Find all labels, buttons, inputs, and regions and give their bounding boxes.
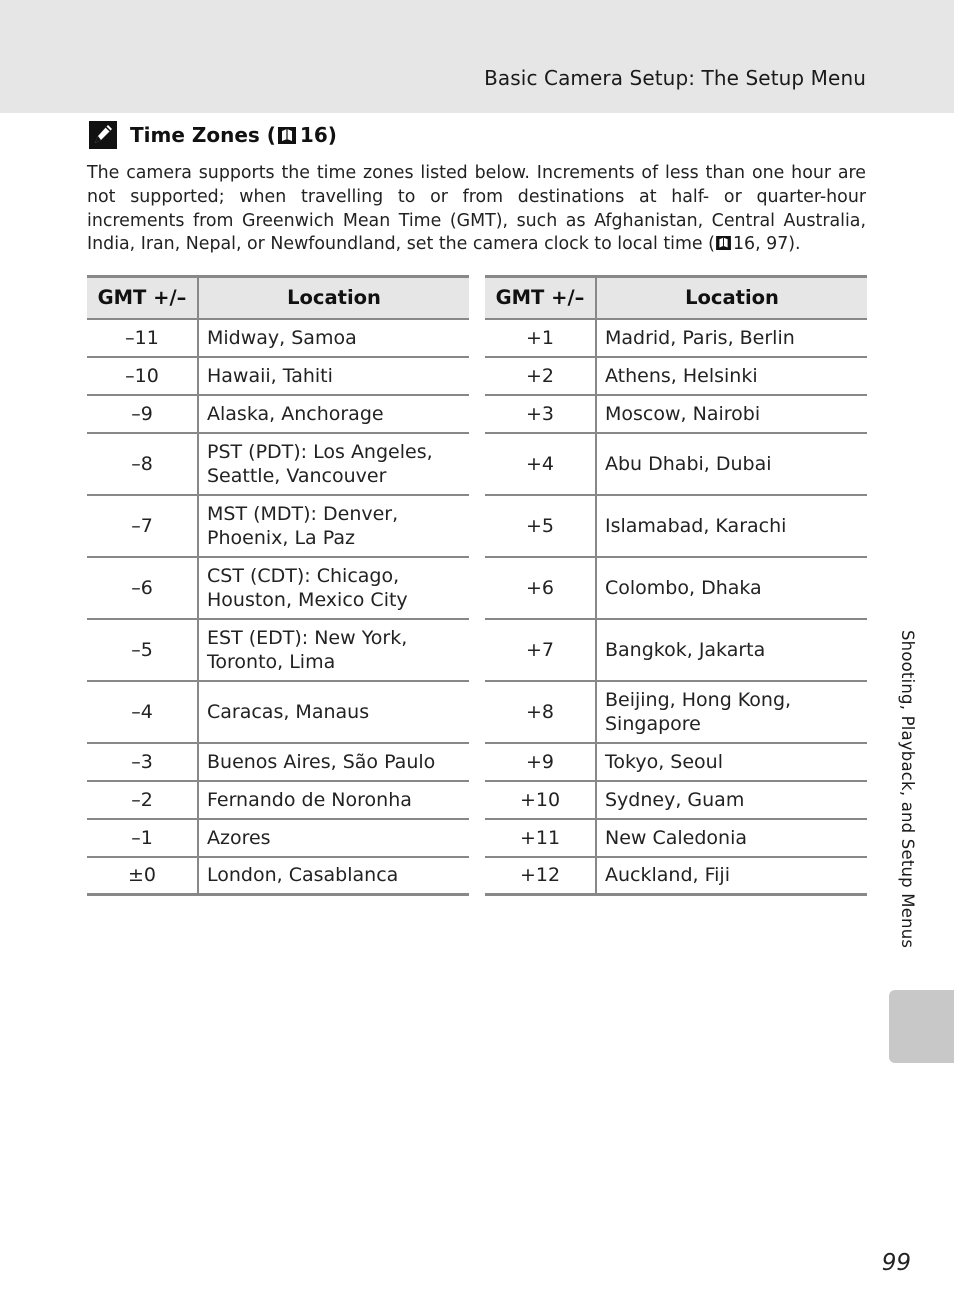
location-line: Bangkok, Jakarta: [605, 638, 766, 661]
gmt-offset-cell: –7: [87, 495, 198, 557]
table-row: [87, 319, 469, 357]
location-line: New Caledonia: [605, 826, 748, 849]
location-cell: [198, 781, 469, 819]
table-row: [87, 357, 469, 395]
table-row: [485, 781, 867, 819]
location-line: Abu Dhabi, Dubai: [605, 452, 772, 475]
gmt-offset-cell: +8: [485, 681, 596, 743]
table-row: [87, 819, 469, 857]
gmt-offset-cell: –4: [87, 681, 198, 743]
location-cell: [198, 857, 469, 895]
gmt-offset-cell: –6: [87, 557, 198, 619]
note-heading: [88, 120, 337, 150]
gmt-offset-cell: –2: [87, 781, 198, 819]
location-line: Alaska, Anchorage: [207, 402, 384, 425]
location-line: Colombo, Dhaka: [605, 576, 762, 599]
location-line: Singapore: [605, 712, 701, 735]
table-row: [485, 857, 867, 895]
page-reference-icon: [278, 127, 296, 144]
location-cell: [596, 781, 867, 819]
location-line: MST (MDT): Denver,: [207, 502, 399, 525]
gmt-offset-cell: –11: [87, 319, 198, 357]
left-table-body: [87, 319, 469, 895]
location-line: Azores: [207, 826, 271, 849]
section-side-label: Shooting, Playback, and Setup Menus: [898, 630, 917, 949]
location-line: Hawaii, Tahiti: [207, 364, 333, 387]
location-cell: [596, 495, 867, 557]
intro-text: The camera supports the time zones listed below. Increments of less than one hour are not supported; when travelling to or from destinations at half- or quarter-hour increments from Greenwich Mean Time (GMT), such as Afghanistan, Central Australia, India, Iran, Nepal, or Newfoundland, set the camera clock to local time (: [87, 163, 866, 255]
location-cell: [198, 619, 469, 681]
table-row: [485, 819, 867, 857]
location-column-header: Location: [596, 277, 867, 319]
gmt-offset-cell: –5: [87, 619, 198, 681]
table-row: [485, 681, 867, 743]
location-cell: [596, 395, 867, 433]
location-cell: [596, 433, 867, 495]
gmt-offset-cell: +4: [485, 433, 596, 495]
table-header-row: [87, 277, 469, 319]
location-line: Seattle, Vancouver: [207, 464, 387, 487]
location-cell: [198, 319, 469, 357]
location-cell: [198, 357, 469, 395]
gmt-offset-cell: +2: [485, 357, 596, 395]
gmt-offset-cell: –1: [87, 819, 198, 857]
note-title-text: Time Zones (: [130, 123, 276, 147]
time-zone-table-left: [87, 275, 469, 896]
table-row: [485, 495, 867, 557]
pencil-note-icon: [88, 120, 118, 150]
location-cell: [596, 619, 867, 681]
location-line: Houston, Mexico City: [207, 588, 408, 611]
location-cell: [596, 819, 867, 857]
gmt-column-header: GMT +/–: [485, 277, 596, 319]
section-tab-marker: [889, 990, 954, 1063]
location-cell: [596, 681, 867, 743]
gmt-offset-cell: –8: [87, 433, 198, 495]
gmt-offset-cell: –9: [87, 395, 198, 433]
location-cell: [596, 857, 867, 895]
location-cell: [198, 395, 469, 433]
location-cell: [596, 319, 867, 357]
location-line: CST (CDT): Chicago,: [207, 564, 400, 587]
location-line: Auckland, Fiji: [605, 864, 730, 887]
table-row: [485, 433, 867, 495]
location-cell: [596, 357, 867, 395]
location-line: Phoenix, La Paz: [207, 526, 355, 549]
note-title-ref: 16): [299, 123, 337, 147]
intro-paragraph: [87, 162, 866, 257]
table-row: [87, 395, 469, 433]
intro-ref: 16, 97).: [732, 234, 801, 255]
gmt-column-header: GMT +/–: [87, 277, 198, 319]
gmt-offset-cell: +9: [485, 743, 596, 781]
gmt-offset-cell: –10: [87, 357, 198, 395]
gmt-offset-cell: +5: [485, 495, 596, 557]
location-line: Tokyo, Seoul: [605, 750, 723, 773]
location-cell: [198, 743, 469, 781]
page-reference-icon: [716, 236, 731, 250]
gmt-offset-cell: +7: [485, 619, 596, 681]
location-cell: [198, 433, 469, 495]
gmt-offset-cell: +11: [485, 819, 596, 857]
table-row: [485, 357, 867, 395]
location-cell: [596, 743, 867, 781]
location-line: Buenos Aires, São Paulo: [207, 750, 436, 773]
table-row: [87, 557, 469, 619]
location-cell: [198, 495, 469, 557]
location-line: Madrid, Paris, Berlin: [605, 326, 795, 349]
location-line: Islamabad, Karachi: [605, 514, 787, 537]
gmt-offset-cell: +10: [485, 781, 596, 819]
page-header-title: Basic Camera Setup: The Setup Menu: [484, 66, 866, 90]
location-cell: [198, 557, 469, 619]
table-row: [485, 319, 867, 357]
right-table-body: [485, 319, 867, 895]
location-line: Sydney, Guam: [605, 788, 745, 811]
gmt-offset-cell: +6: [485, 557, 596, 619]
location-line: Toronto, Lima: [207, 650, 336, 673]
gmt-offset-cell: +1: [485, 319, 596, 357]
location-line: Fernando de Noronha: [207, 788, 412, 811]
location-cell: [198, 819, 469, 857]
location-line: Athens, Helsinki: [605, 364, 758, 387]
location-line: Midway, Samoa: [207, 326, 357, 349]
table-header-row: [485, 277, 867, 319]
location-line: PST (PDT): Los Angeles,: [207, 440, 433, 463]
location-line: Moscow, Nairobi: [605, 402, 761, 425]
table-row: [87, 743, 469, 781]
table-row: [87, 681, 469, 743]
location-line: EST (EDT): New York,: [207, 626, 408, 649]
table-row: [87, 433, 469, 495]
time-zone-table-right: [485, 275, 867, 896]
table-row: [87, 857, 469, 895]
location-line: Beijing, Hong Kong,: [605, 688, 792, 711]
location-column-header: Location: [198, 277, 469, 319]
table-row: [87, 781, 469, 819]
gmt-offset-cell: ±0: [87, 857, 198, 895]
table-row: [87, 619, 469, 681]
header-band: [0, 0, 954, 113]
gmt-offset-cell: –3: [87, 743, 198, 781]
gmt-offset-cell: +3: [485, 395, 596, 433]
gmt-offset-cell: +12: [485, 857, 596, 895]
table-row: [485, 395, 867, 433]
table-row: [87, 495, 469, 557]
page-number: 99: [881, 1250, 911, 1276]
location-cell: [596, 557, 867, 619]
note-title: [130, 123, 337, 147]
location-line: Caracas, Manaus: [207, 700, 370, 723]
location-line: London, Casablanca: [207, 864, 399, 887]
table-row: [485, 743, 867, 781]
location-cell: [198, 681, 469, 743]
table-row: [485, 619, 867, 681]
table-row: [485, 557, 867, 619]
